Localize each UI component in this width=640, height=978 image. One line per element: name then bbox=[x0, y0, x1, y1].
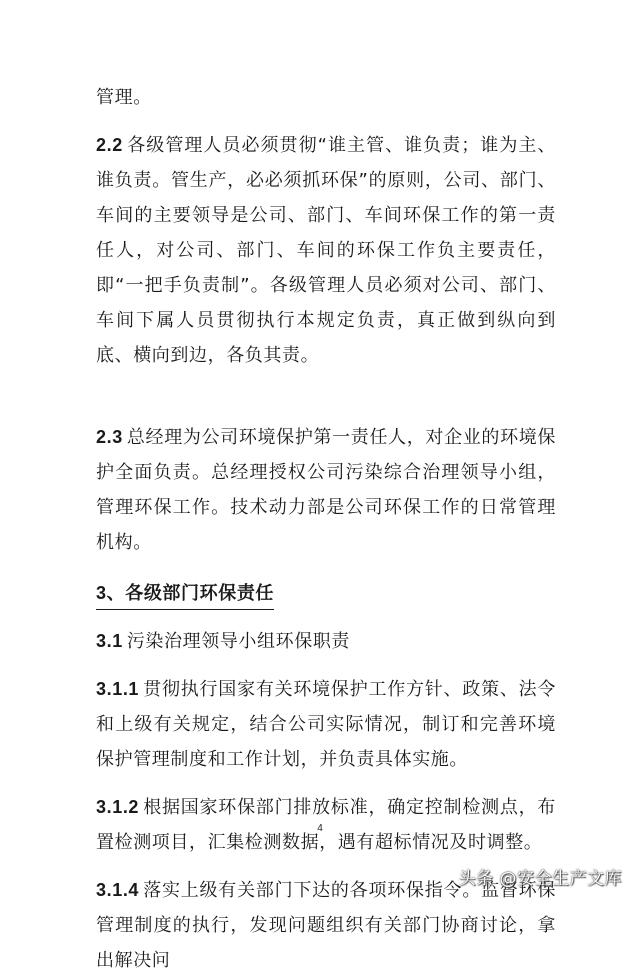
section-text: 各级管理人员必须贯彻“谁主管、谁负责；谁为主、谁负责。管生产，必必须抓环保”的原则，公司、部门、车间的主要领导是公司、部门、车间环保工作的第一责任人，对公司、部门、车间的环保工作负主要责任，即“一把手负责制”。各级管理人员必须对公司、部门、车间下属人员贯彻执行本规定负责，真正做到纵向到底、横向到边，各负其责。 bbox=[96, 135, 556, 366]
subheading-number: 3.1 bbox=[96, 631, 123, 651]
subheading-3-1 bbox=[96, 624, 556, 659]
item-text: 根据国家环保部门排放标准，确定控制检测点，布置检测项目，汇集检测数据，遇有超标情况及时调整。 bbox=[96, 797, 556, 853]
document-body bbox=[96, 80, 556, 978]
section-number: 2.3 bbox=[96, 427, 123, 447]
continuation-text: 管理。 bbox=[96, 87, 152, 108]
watermark-text: 头条 @安全生产文库 bbox=[458, 869, 622, 889]
item-text: 落实上级有关部门下达的各项环保指令。监督环保管理制度的执行，发现问题组织有关部门协商讨论，拿出解决问 bbox=[96, 880, 556, 971]
section-2-3 bbox=[96, 420, 556, 560]
heading-section-3 bbox=[96, 576, 556, 611]
heading-underlined bbox=[96, 579, 274, 610]
item-number: 3.1.2 bbox=[96, 797, 140, 817]
item-3-1-1 bbox=[96, 672, 556, 777]
subheading-text: 污染治理领导小组环保职责 bbox=[126, 631, 351, 652]
heading-text: 、各级部门环保责任 bbox=[106, 583, 275, 604]
section-2-2 bbox=[96, 128, 556, 373]
item-number: 3.1.1 bbox=[96, 679, 140, 699]
page-number: 4 bbox=[317, 823, 323, 834]
item-text: 贯彻执行国家有关环境保护工作方针、政策、法令和上级有关规定，结合公司实际情况，制订和完善环境保护管理制度和工作计划，并负责具体实施。 bbox=[96, 679, 556, 770]
heading-number: 3 bbox=[96, 583, 107, 603]
section-text: 总经理为公司环境保护第一责任人，对企业的环境保护全面负责。总经理授权公司污染综合治理领导小组，管理环保工作。技术动力部是公司环保工作的日常管理机构。 bbox=[96, 427, 556, 553]
section-number: 2.2 bbox=[96, 135, 123, 155]
item-number: 3.1.4 bbox=[96, 880, 140, 900]
